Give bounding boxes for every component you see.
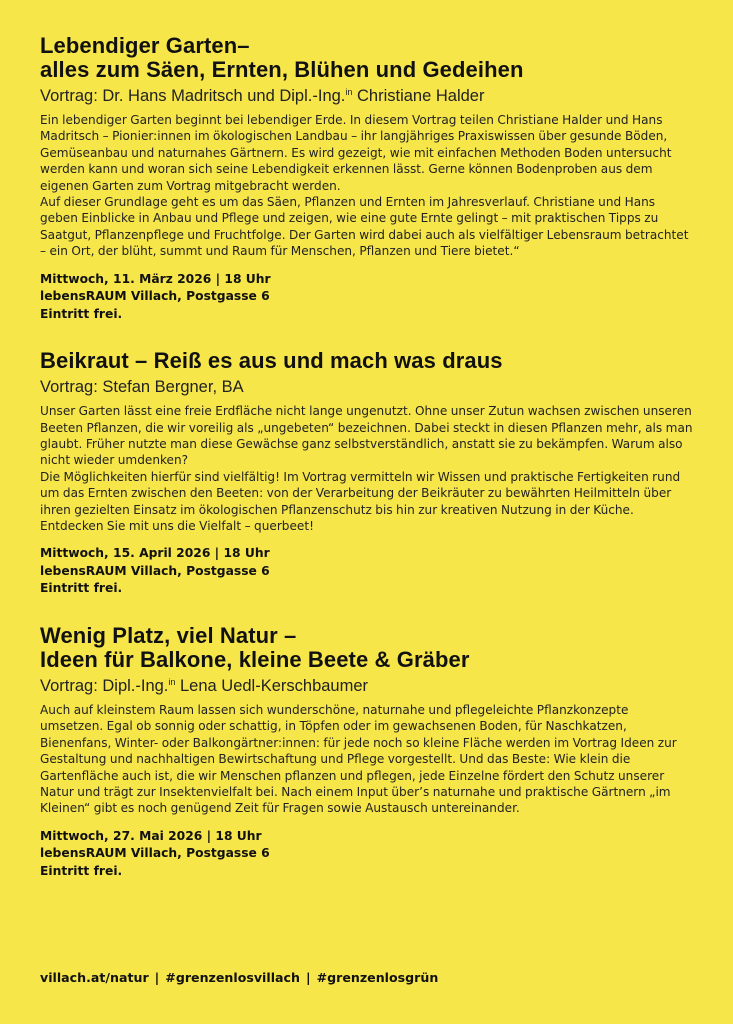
footer-link[interactable]: villach.at/natur	[40, 970, 149, 985]
speaker-text: Vortrag: Dipl.-Ing.	[40, 676, 169, 695]
speaker-text: Vortrag: Dr. Hans Madritsch und Dipl.-Ing.	[40, 87, 346, 105]
event-3	[40, 624, 695, 880]
event-admission: Eintritt frei.	[40, 306, 123, 321]
event-title-line: Ideen für Balkone, kleine Beete & Gräber	[40, 646, 470, 672]
description-paragraph: Auf dieser Grundlage geht es um das Säen, Pflanzen und Ernten im Jahresverlauf. Christiane und Hans geben Einblicke in Anbau und Pflege und zeigen, wie eine gute Ernte gelingt – mit praktischen Tipps zu Saatgut, Pflanzenpflege und Fruchtfolge. Der Garten wird dabei auch als vielfältiger Lebensraum betrachtet – ein Ort, der blüht, summt und Raum für Menschen, Pflanzen und Tiere bietet.“	[40, 195, 689, 259]
event-admission: Eintritt frei.	[40, 581, 123, 596]
event-details	[40, 828, 695, 881]
event-description	[40, 403, 695, 534]
speaker-superscript: in	[345, 87, 353, 97]
speaker-text: Lena Uedl-Kerschbaumer	[175, 676, 369, 695]
description-paragraph: Unser Garten lässt eine freie Erdfläche nicht lange ungenutzt. Ohne unser Zutun wachsen zwischen unseren Beeten Pflanzen, die wir voreilig als „ungebeten“ bezeichnen. Dabei steckt in diesen Pflanzen mehr, als man glaubt. Früher nutzte man diese Gewächse ganz selbstverständlich, anstatt sie zu bekämpfen. Warum also nicht wieder umdenken?	[40, 404, 693, 468]
event-details	[40, 271, 695, 324]
speaker-text: Vortrag: Stefan Bergner, BA	[40, 378, 244, 397]
event-date: Mittwoch, 27. Mai 2026 | 18 Uhr	[40, 828, 262, 843]
event-speaker	[40, 676, 695, 696]
event-title	[40, 624, 695, 672]
event-details	[40, 545, 695, 598]
event-admission: Eintritt frei.	[40, 863, 123, 878]
footer-separator: |	[154, 970, 160, 985]
event-description	[40, 702, 695, 817]
footer-separator: |	[305, 970, 311, 985]
event-location: lebensRAUM Villach, Postgasse 6	[40, 846, 270, 861]
event-title-line: Wenig Platz, viel Natur –	[40, 622, 297, 648]
event-description	[40, 112, 695, 260]
event-speaker	[40, 377, 695, 397]
speaker-text: Christiane Halder	[352, 87, 485, 105]
footer-hashtag[interactable]: #grenzenlosvillach	[165, 970, 300, 985]
footer-hashtag[interactable]: #grenzenlosgrün	[316, 970, 439, 985]
description-paragraph: Die Möglichkeiten hierfür sind vielfältig! Im Vortrag vermitteln wir Wissen und praktische Fertigkeiten rund um das Ernten zwischen den Beeten: von der Verarbeitung der Beikräuter zu bewährten Heilmitteln über ihren gezielten Einsatz im ökologischen Pflanzenschutz bis hin zur kreativen Nutzung in der Küche. Entdecken Sie mit uns die Vielfalt – querbeet!	[40, 469, 681, 533]
event-2	[40, 349, 695, 598]
event-speaker	[40, 86, 695, 106]
event-location: lebensRAUM Villach, Postgasse 6	[40, 563, 270, 578]
event-title	[40, 349, 695, 373]
flyer-page	[40, 34, 695, 902]
event-1	[40, 34, 695, 323]
description-paragraph: Ein lebendiger Garten beginnt bei lebendiger Erde. In diesem Vortrag teilen Christiane Halder und Hans Madritsch – Pionier:innen im ökologischen Landbau – ihr langjähriges Praxiswissen über gesunde Böden, Gemüseanbau und naturnahes Gärtnern. Es wird gezeigt, wie mit einfachen Methoden Boden untersucht werden kann und woran sich seine Lebendigkeit erkennen lässt. Gerne können Bodenproben aus dem eigenen Garten zum Vortrag mitgebracht werden.	[40, 113, 672, 193]
speaker-superscript: in	[168, 676, 176, 687]
event-date: Mittwoch, 15. April 2026 | 18 Uhr	[40, 546, 270, 561]
event-title	[40, 34, 695, 82]
footer	[40, 970, 438, 985]
event-title-line: Beikraut – Reiß es aus und mach was draus	[40, 348, 503, 374]
event-title-line: alles zum Säen, Ernten, Blühen und Gedeihen	[40, 57, 524, 82]
event-title-line: Lebendiger Garten–	[40, 33, 250, 58]
description-paragraph: Auch auf kleinstem Raum lassen sich wunderschöne, naturnahe und pflegeleichte Pflanzkonzepte umsetzen. Egal ob sonnig oder schattig, in Töpfen oder im gewachsenen Boden, für Naschkatzen, Bienenfans, Winter- oder Balkongärtner:innen: für jede noch so kleine Fläche werden im Vortrag Ideen zur Gestaltung und nachhaltigen Bewirtschaftung und Pflege vorgestellt. Und das Beste: Wie klein die Gartenfläche auch ist, die wir Menschen pflanzen und pflegen, jede Einzelne fördert den Schutz unserer Natur und trägt zur Insektenvielfalt bei. Nach einem Input über’s naturnahe und praktische Gärtnern „im Kleinen“ gibt es noch genügend Zeit für Fragen sowie Austausch untereinander.	[40, 702, 677, 816]
event-date: Mittwoch, 11. März 2026 | 18 Uhr	[40, 271, 271, 286]
event-location: lebensRAUM Villach, Postgasse 6	[40, 289, 270, 304]
